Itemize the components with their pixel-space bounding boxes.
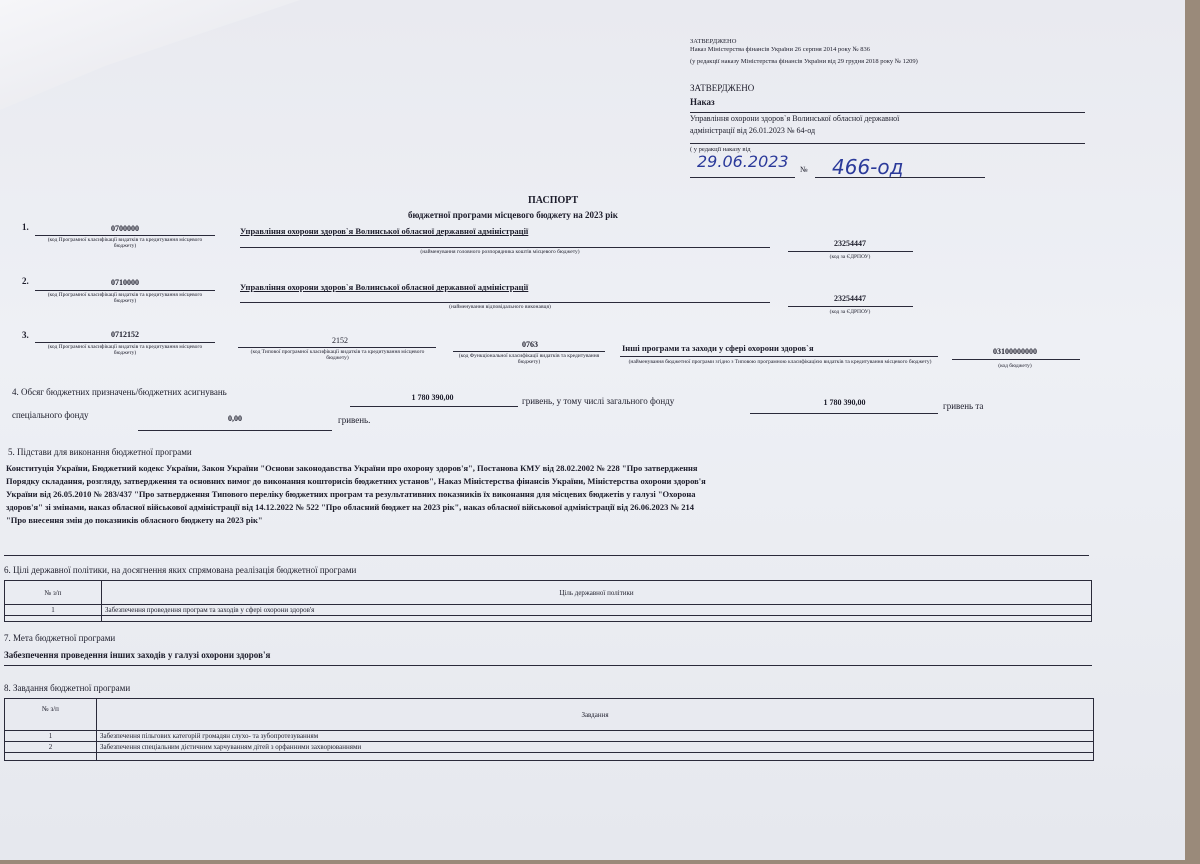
general-fund-amount: 1 780 390,00 bbox=[823, 398, 866, 407]
row3-number: 3. bbox=[22, 330, 29, 340]
document-subtitle: бюджетної програми місцевого бюджету на 2023 рік bbox=[408, 210, 618, 220]
handwritten-date: 29.06.2023 bbox=[697, 152, 789, 171]
top-approval-line: (у редакції наказу Міністерства фінансів України від 29 грудня 2018 року № 1209) bbox=[690, 58, 918, 65]
section4-end-text: гривень та bbox=[943, 401, 984, 411]
tasks-table bbox=[4, 698, 1094, 761]
section5-line: здоров'я" зі змінами, наказ обласної військової адміністрації від 14.12.2022 № 522 "Про обласний бюджет на 2023 рік", наказ обласної військової адміністрації від 26.06.2023 № 214 bbox=[6, 502, 694, 512]
row3-typical-code: 2152 bbox=[332, 336, 348, 345]
row2-edrpou-caption: (код за ЄДРПОУ) bbox=[829, 309, 871, 315]
row3-code-caption: (код Програмної класифікації видатків та кредитування місцевого бюджету) bbox=[47, 344, 203, 356]
row3-func-code: 0763 bbox=[522, 340, 538, 349]
handwritten-number: 466-од bbox=[832, 155, 904, 179]
row3-program-caption: (найменування бюджетної програми згідно з Типовою програмною класифікацією видатків та кредитування місцевого бюджету) bbox=[628, 359, 932, 365]
row2-number: 2. bbox=[22, 276, 29, 286]
goals-col-goal: Ціль державної політики bbox=[102, 581, 1092, 605]
row3-typical-caption: (код Типової програмної класифікації видатків та кредитування місцевого бюджету) bbox=[250, 349, 425, 361]
row3-budget-caption: (код бюджету) bbox=[998, 363, 1032, 369]
task-number: 2 bbox=[5, 742, 97, 753]
table-row bbox=[5, 742, 1094, 753]
revision-label: ( у редакції наказу від bbox=[690, 146, 751, 153]
section5-line: України від 26.05.2010 № 283/437 "Про затвердження Типового переліку бюджетних програм та результативних показників їх виконання для місцевих бюджетів у галузі "Охорона bbox=[6, 489, 696, 499]
row1-edrpou-caption: (код за ЄДРПОУ) bbox=[829, 254, 871, 260]
issuer-line-1: Управління охорони здоров`я Волинської обласної державної bbox=[690, 114, 900, 123]
section4-mid-text: гривень, у тому числі загального фонду bbox=[522, 396, 675, 406]
table-row bbox=[5, 605, 1092, 616]
number-sign: № bbox=[800, 165, 808, 174]
order-label: Наказ bbox=[690, 97, 715, 107]
top-approval-line: ЗАТВЕРДЖЕНО bbox=[690, 38, 737, 45]
section7-label: 7. Мета бюджетної програми bbox=[4, 633, 116, 643]
row1-number: 1. bbox=[22, 222, 29, 232]
special-fund-label: спеціального фонду bbox=[12, 410, 89, 420]
section5-line: "Про внесення змін до показників обласного бюджету на 2023 рік" bbox=[6, 515, 263, 525]
special-fund-unit: гривень. bbox=[338, 415, 371, 425]
row3-program-name: Інші програми та заходи у сфері охорони здоров`я bbox=[622, 343, 814, 353]
section5-label: 5. Підстави для виконання бюджетної програми bbox=[8, 447, 192, 457]
goal-number: 1 bbox=[5, 605, 102, 616]
row3-code: 0712152 bbox=[111, 330, 139, 339]
section5-line: Порядку складання, розгляду, затвердження та основних вимог до виконання кошторисів бюджетних установ", Наказ Міністерства фінансів України, Міністерства охорони здоров'я bbox=[6, 476, 706, 486]
section5-line: Конституція України, Бюджетний кодекс України, Закон України "Основи законодавства України про охорону здоров'я", Постанова КМУ від 28.02.2002 № 228 "Про затвердження bbox=[6, 463, 698, 473]
row2-name: Управління охорони здоров`я Волинської обласної державної адміністрації bbox=[240, 282, 529, 292]
table-row bbox=[5, 731, 1094, 742]
row2-edrpou: 23254447 bbox=[834, 294, 866, 303]
top-approval-line: Наказ Міністерства фінансів України 26 серпня 2014 року № 836 bbox=[690, 46, 871, 53]
special-fund-amount: 0,00 bbox=[228, 414, 242, 423]
row2-code-caption: (код Програмної класифікації видатків та кредитування місцевого бюджету) bbox=[47, 292, 203, 304]
task-text: Забезпечення спеціальним дієтичним харчуванням дітей з орфанними захворюваннями bbox=[97, 742, 1094, 753]
row2-name-caption: (найменування відповідального виконавця) bbox=[449, 304, 551, 310]
row1-code: 0700000 bbox=[111, 224, 139, 233]
tasks-col-number: № з/п bbox=[5, 699, 97, 731]
task-number: 1 bbox=[5, 731, 97, 742]
row1-name-caption: (найменування головного розпорядника коштів місцевого бюджету) bbox=[420, 249, 580, 255]
section8-label: 8. Завдання бюджетної програми bbox=[4, 683, 131, 693]
row3-func-caption: (код Функціональної класифікації видатків та кредитування бюджету) bbox=[458, 353, 600, 365]
goals-table bbox=[4, 580, 1092, 622]
goal-text: Забезпечення проведення програм та заходів у сфері охорони здоров'я bbox=[102, 605, 1092, 616]
tasks-col-task: Завдання bbox=[97, 699, 1094, 731]
task-text: Забезпечення пільгових категорій громадян слухо- та зубопротезуванням bbox=[97, 731, 1094, 742]
section4-label: 4. Обсяг бюджетних призначень/бюджетних асигнувань bbox=[12, 387, 227, 397]
row2-code: 0710000 bbox=[111, 278, 139, 287]
row1-edrpou: 23254447 bbox=[834, 239, 866, 248]
issuer-line-2: адміністрації від 26.01.2023 № 64-од bbox=[690, 126, 816, 135]
row1-code-caption: (код Програмної класифікації видатків та кредитування місцевого бюджету) bbox=[47, 237, 203, 249]
goals-col-number: № з/п bbox=[5, 581, 102, 605]
folded-corner bbox=[0, 0, 300, 110]
total-amount: 1 780 390,00 bbox=[411, 393, 454, 402]
row1-name: Управління охорони здоров`я Волинської обласної державної адміністрації bbox=[240, 226, 529, 236]
row3-budget-code: 03100000000 bbox=[993, 347, 1037, 356]
program-goal: Забезпечення проведення інших заходів у галузі охорони здоров'я bbox=[4, 650, 271, 660]
section6-label: 6. Цілі державної політики, на досягнення яких спрямована реалізація бюджетної програми bbox=[4, 565, 357, 575]
document-title: ПАСПОРТ bbox=[528, 195, 579, 206]
approved-label: ЗАТВЕРДЖЕНО bbox=[690, 83, 755, 93]
